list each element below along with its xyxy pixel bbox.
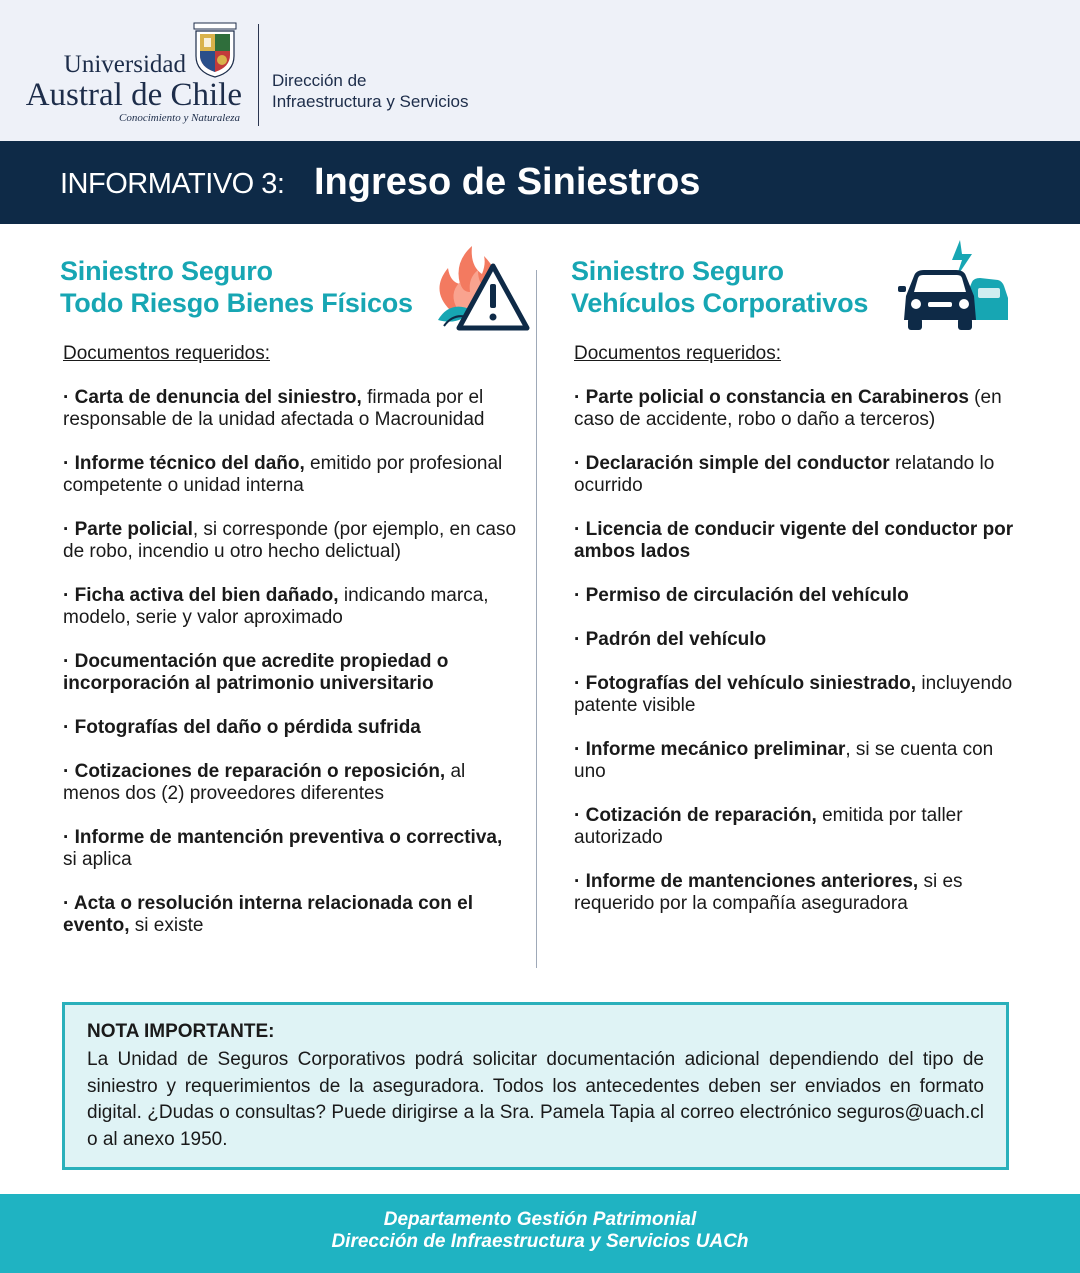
item-text: si aplica bbox=[63, 849, 132, 870]
list-item bbox=[63, 519, 520, 563]
left-column bbox=[60, 255, 520, 959]
logo-line1: Universidad bbox=[63, 51, 186, 78]
right-document-list bbox=[574, 387, 1021, 915]
right-title-line2: Vehículos Corporativos bbox=[571, 288, 869, 318]
item-bold: · Licencia de conducir vigente del conductor por ambos lados bbox=[574, 519, 1014, 562]
item-bold: · Documentación que acredite propiedad o incorporación al patrimonio universitario bbox=[63, 651, 449, 694]
left-title-line2: Todo Riesgo Bienes Físicos bbox=[60, 288, 413, 318]
list-item bbox=[63, 827, 520, 871]
item-text: relatando lo ocurrido bbox=[574, 453, 995, 496]
list-item bbox=[574, 805, 1021, 849]
item-bold: · Carta de denuncia del siniestro, bbox=[63, 387, 362, 408]
footer bbox=[0, 1194, 1080, 1273]
footer-line2: Dirección de Infraestructura y Servicios UACh bbox=[331, 1231, 749, 1252]
item-bold: · Parte policial bbox=[63, 519, 193, 540]
item-text: si existe bbox=[129, 915, 204, 936]
list-item bbox=[574, 453, 1021, 497]
dept-line2: Infraestructura y Servicios bbox=[272, 92, 469, 111]
item-text: si es requerido por la compañía aseguradora bbox=[574, 871, 963, 914]
item-text: indicando marca, modelo, serie y valor aproximado bbox=[63, 585, 489, 628]
title-prefix: INFORMATIVO 3: bbox=[60, 168, 285, 200]
important-note bbox=[62, 1002, 1009, 1170]
right-docs-label: Documentos requeridos: bbox=[574, 343, 781, 364]
item-text: (en caso de accidente, robo o daño a terceros) bbox=[574, 387, 1002, 430]
item-bold: · Declaración simple del conductor bbox=[574, 453, 890, 474]
item-bold: · Fotografías del daño o pérdida sufrida bbox=[63, 717, 421, 738]
left-title-line1: Siniestro Seguro bbox=[60, 256, 273, 286]
column-divider bbox=[536, 270, 537, 968]
item-bold: · Ficha activa del bien dañado, bbox=[63, 585, 339, 606]
item-bold: · Cotización de reparación, bbox=[574, 805, 817, 826]
item-bold: · Informe técnico del daño, bbox=[63, 453, 305, 474]
item-text: firmada por el responsable de la unidad afectada o Macrounidad bbox=[63, 387, 485, 430]
item-text: al menos dos (2) proveedores diferentes bbox=[63, 761, 466, 804]
item-bold: · Acta o resolución interna relacionada con el evento, bbox=[63, 893, 474, 936]
header bbox=[0, 0, 1080, 141]
item-text: emitida por taller autorizado bbox=[574, 805, 963, 848]
item-bold: · Cotizaciones de reparación o reposición, bbox=[63, 761, 446, 782]
fire-warning-icon bbox=[420, 240, 532, 334]
list-item bbox=[63, 717, 520, 739]
item-text: , si corresponde (por ejemplo, en caso de robo, incendio u otro hecho delictual) bbox=[63, 519, 517, 562]
list-item bbox=[574, 519, 1021, 563]
note-body: La Unidad de Seguros Corporativos podrá solicitar documentación adicional dependiendo del tipo de siniestro y requerimientos de la aseguradora. Todos los antecedentes deben ser enviados en formato digital. ¿Dudas o consultas? Puede dirigirse a la Sra. Pamela Tapia al correo electrónico seguros@uach.cl o al anexo 1950. bbox=[87, 1049, 984, 1150]
university-crest-icon bbox=[191, 22, 239, 78]
list-item bbox=[63, 651, 520, 695]
list-item bbox=[574, 629, 1021, 651]
header-divider bbox=[258, 24, 259, 126]
left-document-list bbox=[63, 387, 520, 937]
item-bold: · Informe mecánico preliminar bbox=[574, 739, 846, 760]
item-text: incluyendo patente visible bbox=[574, 673, 1013, 716]
item-bold: · Fotografías del vehículo siniestrado, bbox=[574, 673, 917, 694]
item-bold: · Informe de mantención preventiva o correctiva, bbox=[63, 827, 503, 848]
footer-line1: Departamento Gestión Patrimonial bbox=[383, 1209, 697, 1230]
logo-line2: Austral de Chile bbox=[25, 77, 242, 113]
list-item bbox=[574, 673, 1021, 717]
left-docs-label: Documentos requeridos: bbox=[63, 343, 270, 364]
right-column bbox=[571, 255, 1021, 937]
title-bar bbox=[0, 141, 1080, 224]
list-item bbox=[63, 387, 520, 431]
item-text: emitido por profesional competente o unidad interna bbox=[63, 453, 503, 496]
dept-line1: Dirección de bbox=[272, 71, 367, 90]
note-title: NOTA IMPORTANTE: bbox=[87, 1021, 275, 1042]
page-title: Ingreso de Siniestros bbox=[314, 161, 701, 203]
list-item bbox=[574, 739, 1021, 783]
item-bold: · Informe de mantenciones anteriores, bbox=[574, 871, 919, 892]
list-item bbox=[63, 761, 520, 805]
list-item bbox=[574, 585, 1021, 607]
item-bold: · Permiso de circulación del vehículo bbox=[574, 585, 909, 606]
item-bold: · Padrón del vehículo bbox=[574, 629, 767, 650]
list-item bbox=[63, 585, 520, 629]
car-crash-icon bbox=[898, 238, 1010, 336]
list-item bbox=[63, 893, 520, 937]
list-item bbox=[63, 453, 520, 497]
item-text: , si se cuenta con uno bbox=[574, 739, 994, 782]
list-item bbox=[574, 387, 1021, 431]
department-name bbox=[272, 70, 469, 112]
right-title-line1: Siniestro Seguro bbox=[571, 256, 784, 286]
list-item bbox=[574, 871, 1021, 915]
item-bold: · Parte policial o constancia en Carabineros bbox=[574, 387, 969, 408]
logo-slogan: Conocimiento y Naturaleza bbox=[119, 112, 240, 124]
